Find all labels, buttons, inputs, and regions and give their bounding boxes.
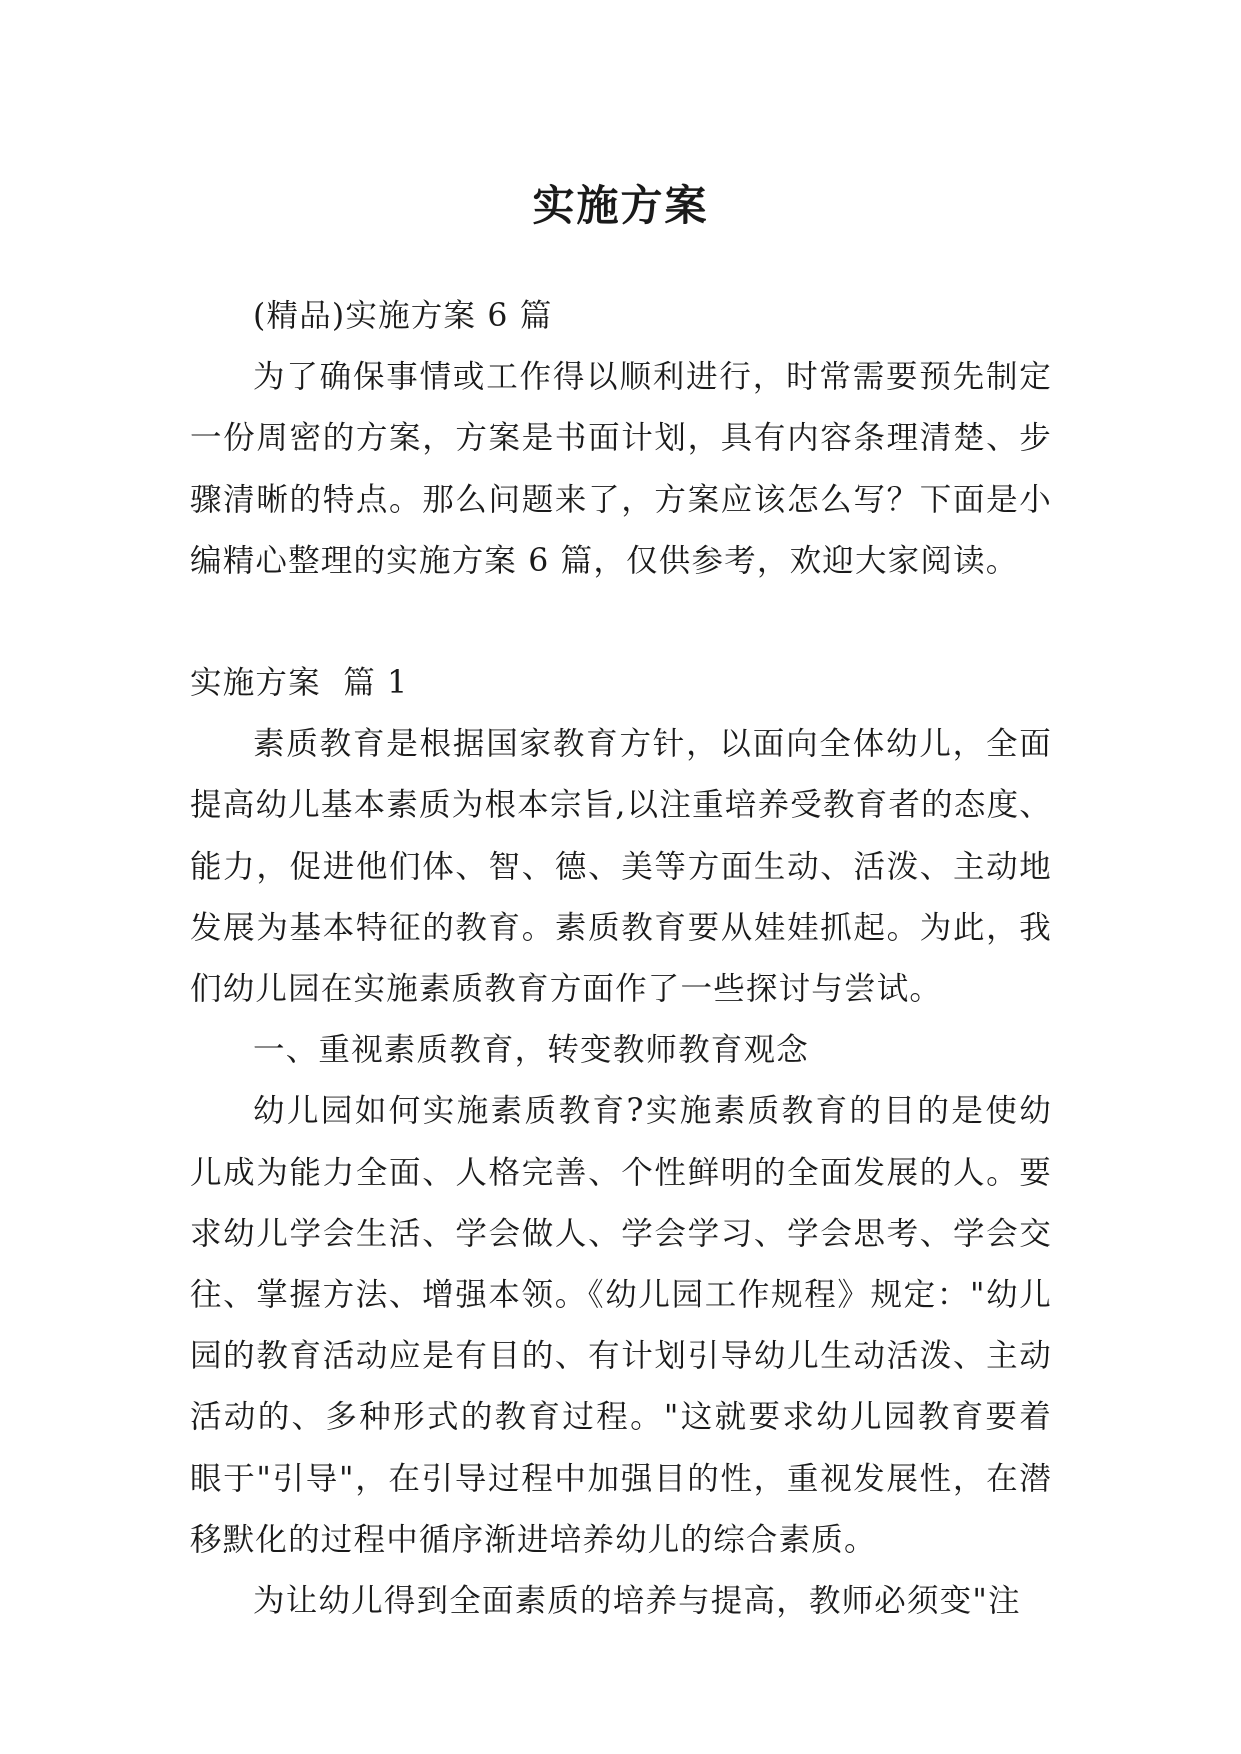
body-paragraph-2: 幼儿园如何实施素质教育?实施素质教育的目的是使幼儿成为能力全面、人格完善、个性鲜明的全面发展的人。要求幼儿学会生活、学会做人、学会学习、学会思考、学会交往、掌握方法、增强本领。《幼儿园工作规程》规定："幼儿园的教育活动应是有目的、有计划引导幼儿生动活泼、主动活动的、多种形式的教育过程。"这就要求幼儿园教育要着眼于"引导"，在引导过程中加强目的性，重视发展性，在潜移默化的过程中循序渐进培养幼儿的综合素质。: [190, 1093, 1052, 1558]
body-paragraph-3: 为让幼儿得到全面素质的培养与提高，教师必须变"注: [253, 1583, 1021, 1620]
document-body: [190, 286, 1052, 1632]
section-heading: 实施方案 篇 1: [190, 665, 409, 702]
body-paragraph-1: 素质教育是根据国家教育方针，以面向全体幼儿，全面提高幼儿基本素质为根本宗旨,以注重培养受教育者的态度、能力，促进他们体、智、德、美等方面生动、活泼、主动地发展为基本特征的教育。素质教育要从娃娃抓起。为此，我们幼儿园在实施素质教育方面作了一些探讨与尝试。: [190, 726, 1052, 1008]
document-subtitle: (精品)实施方案 6 篇: [253, 298, 553, 334]
document-title: 实施方案: [532, 181, 709, 231]
intro-paragraph: 为了确保事情或工作得以顺利进行，时常需要预先制定一份周密的方案，方案是书面计划，具有内容条理清楚、步骤清晰的特点。那么问题来了，方案应该怎么写？下面是小编精心整理的实施方案 6 篇，仅供参考，欢迎大家阅读。: [190, 359, 1052, 579]
subsection-heading: 一、重视素质教育，转变教师教育观念: [253, 1032, 809, 1069]
